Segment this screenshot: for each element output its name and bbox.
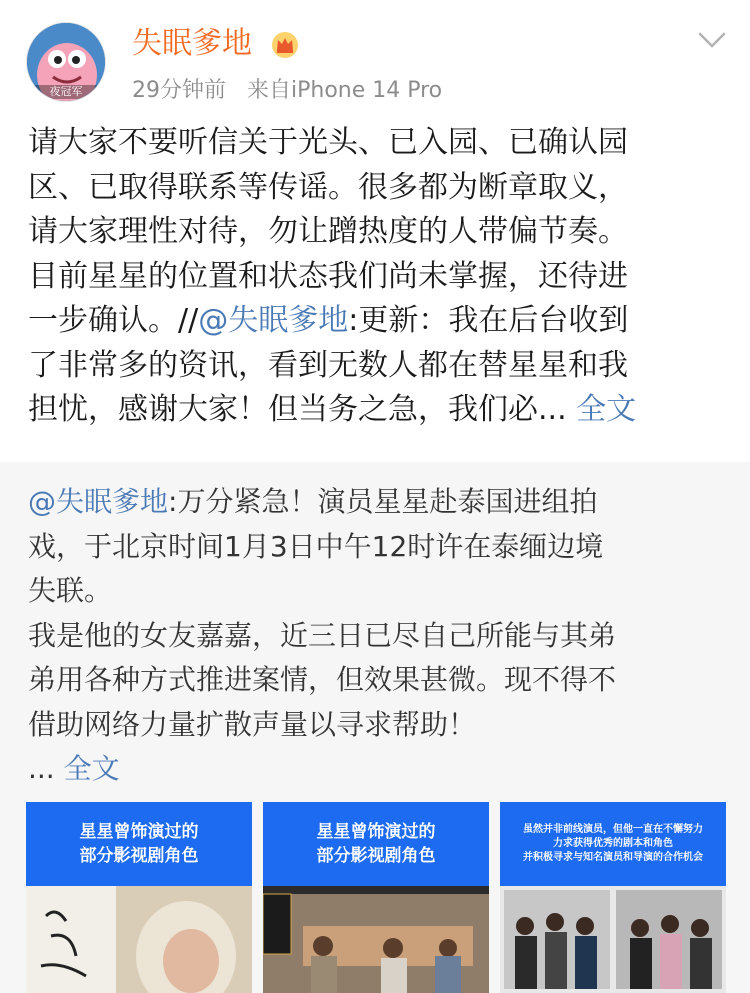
image-grid bbox=[26, 802, 726, 993]
repost-fulltext-link[interactable]: 全文 bbox=[63, 752, 120, 785]
post-line-text: 一步确认。// bbox=[28, 303, 199, 338]
thumbnail-photo bbox=[500, 886, 726, 993]
banner-line: 力求获得优秀的剧本和角色 bbox=[553, 838, 673, 849]
repost-line-text: :万分紧急！演员星星赴泰国进组拍 bbox=[168, 485, 598, 518]
thumbnail-banner bbox=[500, 802, 726, 886]
username[interactable]: 失眠爹地 bbox=[132, 26, 252, 61]
post-time: 29分钟前 bbox=[132, 78, 226, 103]
thumbnail-banner bbox=[26, 802, 252, 886]
repost-line: 我是他的女友嘉嘉，近三日已尽自己所能与其弟 bbox=[28, 618, 617, 652]
fulltext-link[interactable]: 全文 bbox=[576, 392, 637, 427]
repost-line bbox=[28, 480, 728, 525]
post-source: 来自iPhone 14 Pro bbox=[247, 78, 443, 103]
avatar-watermark: 夜冠军 bbox=[27, 85, 105, 99]
repost-line: 戏，于北京时间1月3日中午12时许在泰缅边境 bbox=[28, 529, 604, 563]
thumbnail-photo bbox=[26, 886, 252, 993]
image-thumbnail[interactable] bbox=[26, 802, 252, 993]
post-line: 请大家理性对待，勿让蹭热度的人带偏节奏。 bbox=[28, 214, 628, 249]
repost-line: 失联。 bbox=[28, 574, 113, 607]
thumbnail-photo bbox=[263, 886, 489, 993]
banner-line: 并积极寻求与知名演员和导演的合作机会 bbox=[523, 852, 703, 863]
banner-line: 虽然并非前线演员，但他一直在不懈努力 bbox=[523, 824, 703, 835]
repost-line: 弟用各种方式推进案情，但效果甚微。现不得不 bbox=[28, 663, 617, 696]
thumbnail-banner bbox=[263, 802, 489, 886]
repost-text bbox=[28, 480, 728, 792]
mention-link[interactable]: @失眠爹地 bbox=[198, 303, 349, 338]
image-thumbnail[interactable] bbox=[500, 802, 726, 993]
post-text bbox=[28, 121, 728, 433]
vip-crown-icon bbox=[270, 30, 300, 60]
repost-mention-link[interactable]: @失眠爹地 bbox=[28, 485, 169, 518]
post-line bbox=[28, 388, 728, 433]
post-line: 请大家不要听信关于光头、已入园、已确认园 bbox=[28, 125, 628, 160]
image-thumbnail[interactable] bbox=[263, 802, 489, 993]
repost-ellipsis: ... bbox=[28, 752, 64, 785]
post-line-text: 担忧，感谢大家！但当务之急，我们必... bbox=[28, 392, 567, 427]
post-line: 了非常多的资讯，看到无数人都在替星星和我 bbox=[28, 347, 628, 383]
post-header bbox=[0, 0, 750, 115]
post-line-text: :更新：我在后台收到 bbox=[348, 303, 629, 338]
repost-line: 借助网络力量扩散声量以寻求帮助！ bbox=[28, 707, 477, 741]
post-line: 区、已取得联系等传谣。很多都为断章取义， bbox=[28, 169, 628, 205]
repost-line bbox=[28, 747, 728, 792]
chevron-down-icon[interactable] bbox=[694, 26, 730, 54]
banner-line: 部分影视剧角色 bbox=[79, 846, 199, 866]
post-line: 目前星星的位置和状态我们尚未掌握，还待进 bbox=[28, 258, 628, 294]
banner-line: 星星曾饰演过的 bbox=[79, 822, 199, 842]
post-line bbox=[28, 299, 728, 344]
banner-line: 星星曾饰演过的 bbox=[316, 822, 436, 842]
post-meta bbox=[132, 76, 442, 106]
repost-card[interactable] bbox=[0, 462, 750, 993]
avatar[interactable] bbox=[26, 22, 106, 102]
banner-line: 部分影视剧角色 bbox=[316, 846, 436, 866]
